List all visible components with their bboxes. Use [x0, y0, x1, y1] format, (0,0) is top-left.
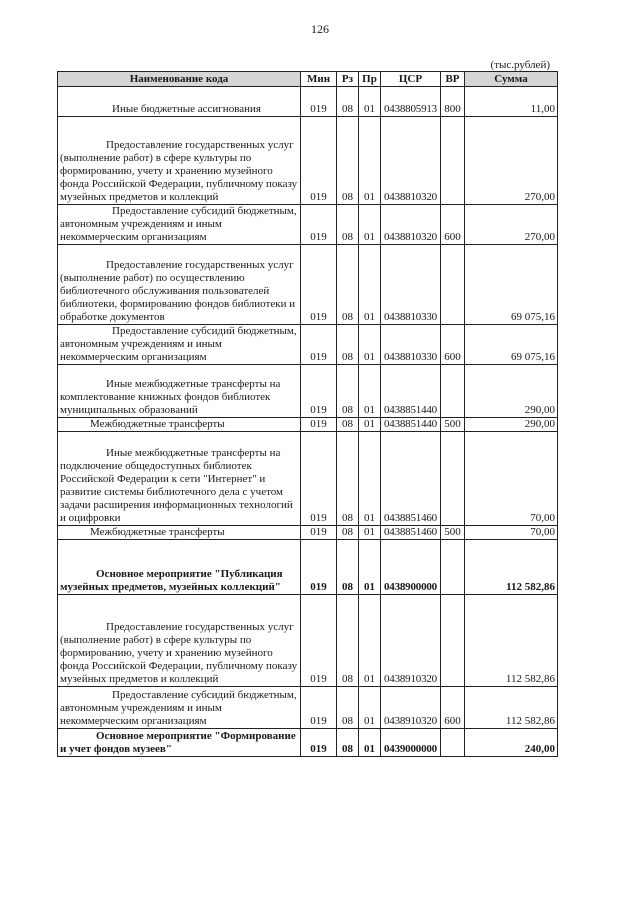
row-name: Иные межбюджетные трансферты на подключение общедоступных библиотек Российской Федерации к сети "Интернет" и развитие системы библиотечного дела с учетом задачи расширения информационных технологий и оцифровки [58, 432, 301, 526]
row-name: Предоставление государственных услуг (выполнение работ) в сфере культуры по формированию, учету и хранению музейного фонда Российской Федерации, публичному показу музейных предметов и коллекций [58, 595, 301, 687]
row-sum: 112 582,86 [465, 595, 558, 687]
table-row [58, 526, 558, 540]
row-pr: 01 [359, 687, 381, 729]
table-row [58, 245, 558, 325]
row-name: Межбюджетные трансферты [58, 526, 301, 540]
row-csr: 0438851440 [381, 418, 441, 432]
row-rz: 08 [337, 687, 359, 729]
table-row [58, 205, 558, 245]
row-min: 019 [301, 205, 337, 245]
row-min: 019 [301, 325, 337, 365]
row-name: Предоставление государственных услуг (выполнение работ) в сфере культуры по формированию, учету и хранению музейного фонда Российской Федерации, публичному показу музейных предметов и коллекций [58, 117, 301, 205]
row-pr: 01 [359, 245, 381, 325]
row-min: 019 [301, 526, 337, 540]
row-name: Предоставление государственных услуг (выполнение работ) по осуществлению библиотечного обслуживания пользователей библиотеки, формированию фондов библиотеки и обработке документов [58, 245, 301, 325]
row-name: Иные межбюджетные трансферты на комплектование книжных фондов библиотек муниципальных образований [58, 365, 301, 418]
row-csr: 0438851460 [381, 526, 441, 540]
table-row [58, 432, 558, 526]
row-sum: 70,00 [465, 432, 558, 526]
row-vr: 600 [441, 687, 465, 729]
row-vr: 500 [441, 418, 465, 432]
row-pr: 01 [359, 432, 381, 526]
row-csr: 0438851460 [381, 432, 441, 526]
row-csr: 0438805913 [381, 87, 441, 117]
row-rz: 08 [337, 526, 359, 540]
header-rz: Рз [337, 72, 359, 87]
row-csr: 0438900000 [381, 540, 441, 595]
row-rz: 08 [337, 245, 359, 325]
row-sum: 70,00 [465, 526, 558, 540]
row-vr [441, 729, 465, 757]
table-header-row [58, 72, 558, 87]
row-min: 019 [301, 687, 337, 729]
row-rz: 08 [337, 729, 359, 757]
row-pr: 01 [359, 205, 381, 245]
row-rz: 08 [337, 595, 359, 687]
row-pr: 01 [359, 526, 381, 540]
row-pr: 01 [359, 729, 381, 757]
row-sum: 290,00 [465, 418, 558, 432]
row-sum: 290,00 [465, 365, 558, 418]
header-sum: Сумма [465, 72, 558, 87]
row-vr: 600 [441, 205, 465, 245]
header-min: Мин [301, 72, 337, 87]
units-label: (тыс.рублей) [490, 59, 550, 71]
row-min: 019 [301, 117, 337, 205]
row-vr [441, 432, 465, 526]
row-min: 019 [301, 245, 337, 325]
row-min: 019 [301, 418, 337, 432]
row-min: 019 [301, 540, 337, 595]
table-row [58, 365, 558, 418]
row-name: Иные бюджетные ассигнования [58, 87, 301, 117]
header-csr: ЦСР [381, 72, 441, 87]
row-sum: 112 582,86 [465, 540, 558, 595]
row-rz: 08 [337, 325, 359, 365]
row-vr [441, 245, 465, 325]
table-row [58, 540, 558, 595]
row-sum: 112 582,86 [465, 687, 558, 729]
row-sum: 69 075,16 [465, 325, 558, 365]
row-min: 019 [301, 87, 337, 117]
header-pr: Пр [359, 72, 381, 87]
row-vr [441, 365, 465, 418]
table-row [58, 595, 558, 687]
row-rz: 08 [337, 205, 359, 245]
row-rz: 08 [337, 117, 359, 205]
row-csr: 0438810330 [381, 325, 441, 365]
row-vr: 600 [441, 325, 465, 365]
row-rz: 08 [337, 418, 359, 432]
row-csr: 0438910320 [381, 595, 441, 687]
budget-table [57, 71, 558, 757]
row-min: 019 [301, 595, 337, 687]
row-vr: 500 [441, 526, 465, 540]
row-sum: 270,00 [465, 117, 558, 205]
row-name: Межбюджетные трансферты [58, 418, 301, 432]
row-pr: 01 [359, 540, 381, 595]
row-pr: 01 [359, 87, 381, 117]
row-rz: 08 [337, 432, 359, 526]
row-name: Предоставление субсидий бюджетным, автономным учреждениям и иным некоммерческим организациям [58, 325, 301, 365]
row-name: Предоставление субсидий бюджетным, автономным учреждениям и иным некоммерческим организациям [58, 205, 301, 245]
row-rz: 08 [337, 87, 359, 117]
table-row [58, 729, 558, 757]
row-name: Основное мероприятие "Публикация музейных предметов, музейных коллекций" [58, 540, 301, 595]
row-sum: 69 075,16 [465, 245, 558, 325]
row-name: Предоставление субсидий бюджетным, автономным учреждениям и иным некоммерческим организациям [58, 687, 301, 729]
row-pr: 01 [359, 365, 381, 418]
row-sum: 270,00 [465, 205, 558, 245]
row-pr: 01 [359, 117, 381, 205]
table-row [58, 87, 558, 117]
row-pr: 01 [359, 418, 381, 432]
table-row [58, 117, 558, 205]
row-rz: 08 [337, 540, 359, 595]
row-vr [441, 595, 465, 687]
row-min: 019 [301, 729, 337, 757]
row-csr: 0438810320 [381, 117, 441, 205]
row-vr [441, 117, 465, 205]
page-number: 126 [311, 22, 329, 36]
row-csr: 0438810320 [381, 205, 441, 245]
row-vr [441, 540, 465, 595]
row-min: 019 [301, 365, 337, 418]
row-pr: 01 [359, 595, 381, 687]
row-pr: 01 [359, 325, 381, 365]
row-min: 019 [301, 432, 337, 526]
header-name: Наименование кода [58, 72, 301, 87]
row-csr: 0439000000 [381, 729, 441, 757]
row-csr: 0438810330 [381, 245, 441, 325]
table-row [58, 325, 558, 365]
row-sum: 240,00 [465, 729, 558, 757]
table-row [58, 687, 558, 729]
row-vr: 800 [441, 87, 465, 117]
header-vr: ВР [441, 72, 465, 87]
row-csr: 0438910320 [381, 687, 441, 729]
row-rz: 08 [337, 365, 359, 418]
table-row [58, 418, 558, 432]
row-name: Основное мероприятие "Формирование и учет фондов музеев" [58, 729, 301, 757]
row-csr: 0438851440 [381, 365, 441, 418]
row-sum: 11,00 [465, 87, 558, 117]
